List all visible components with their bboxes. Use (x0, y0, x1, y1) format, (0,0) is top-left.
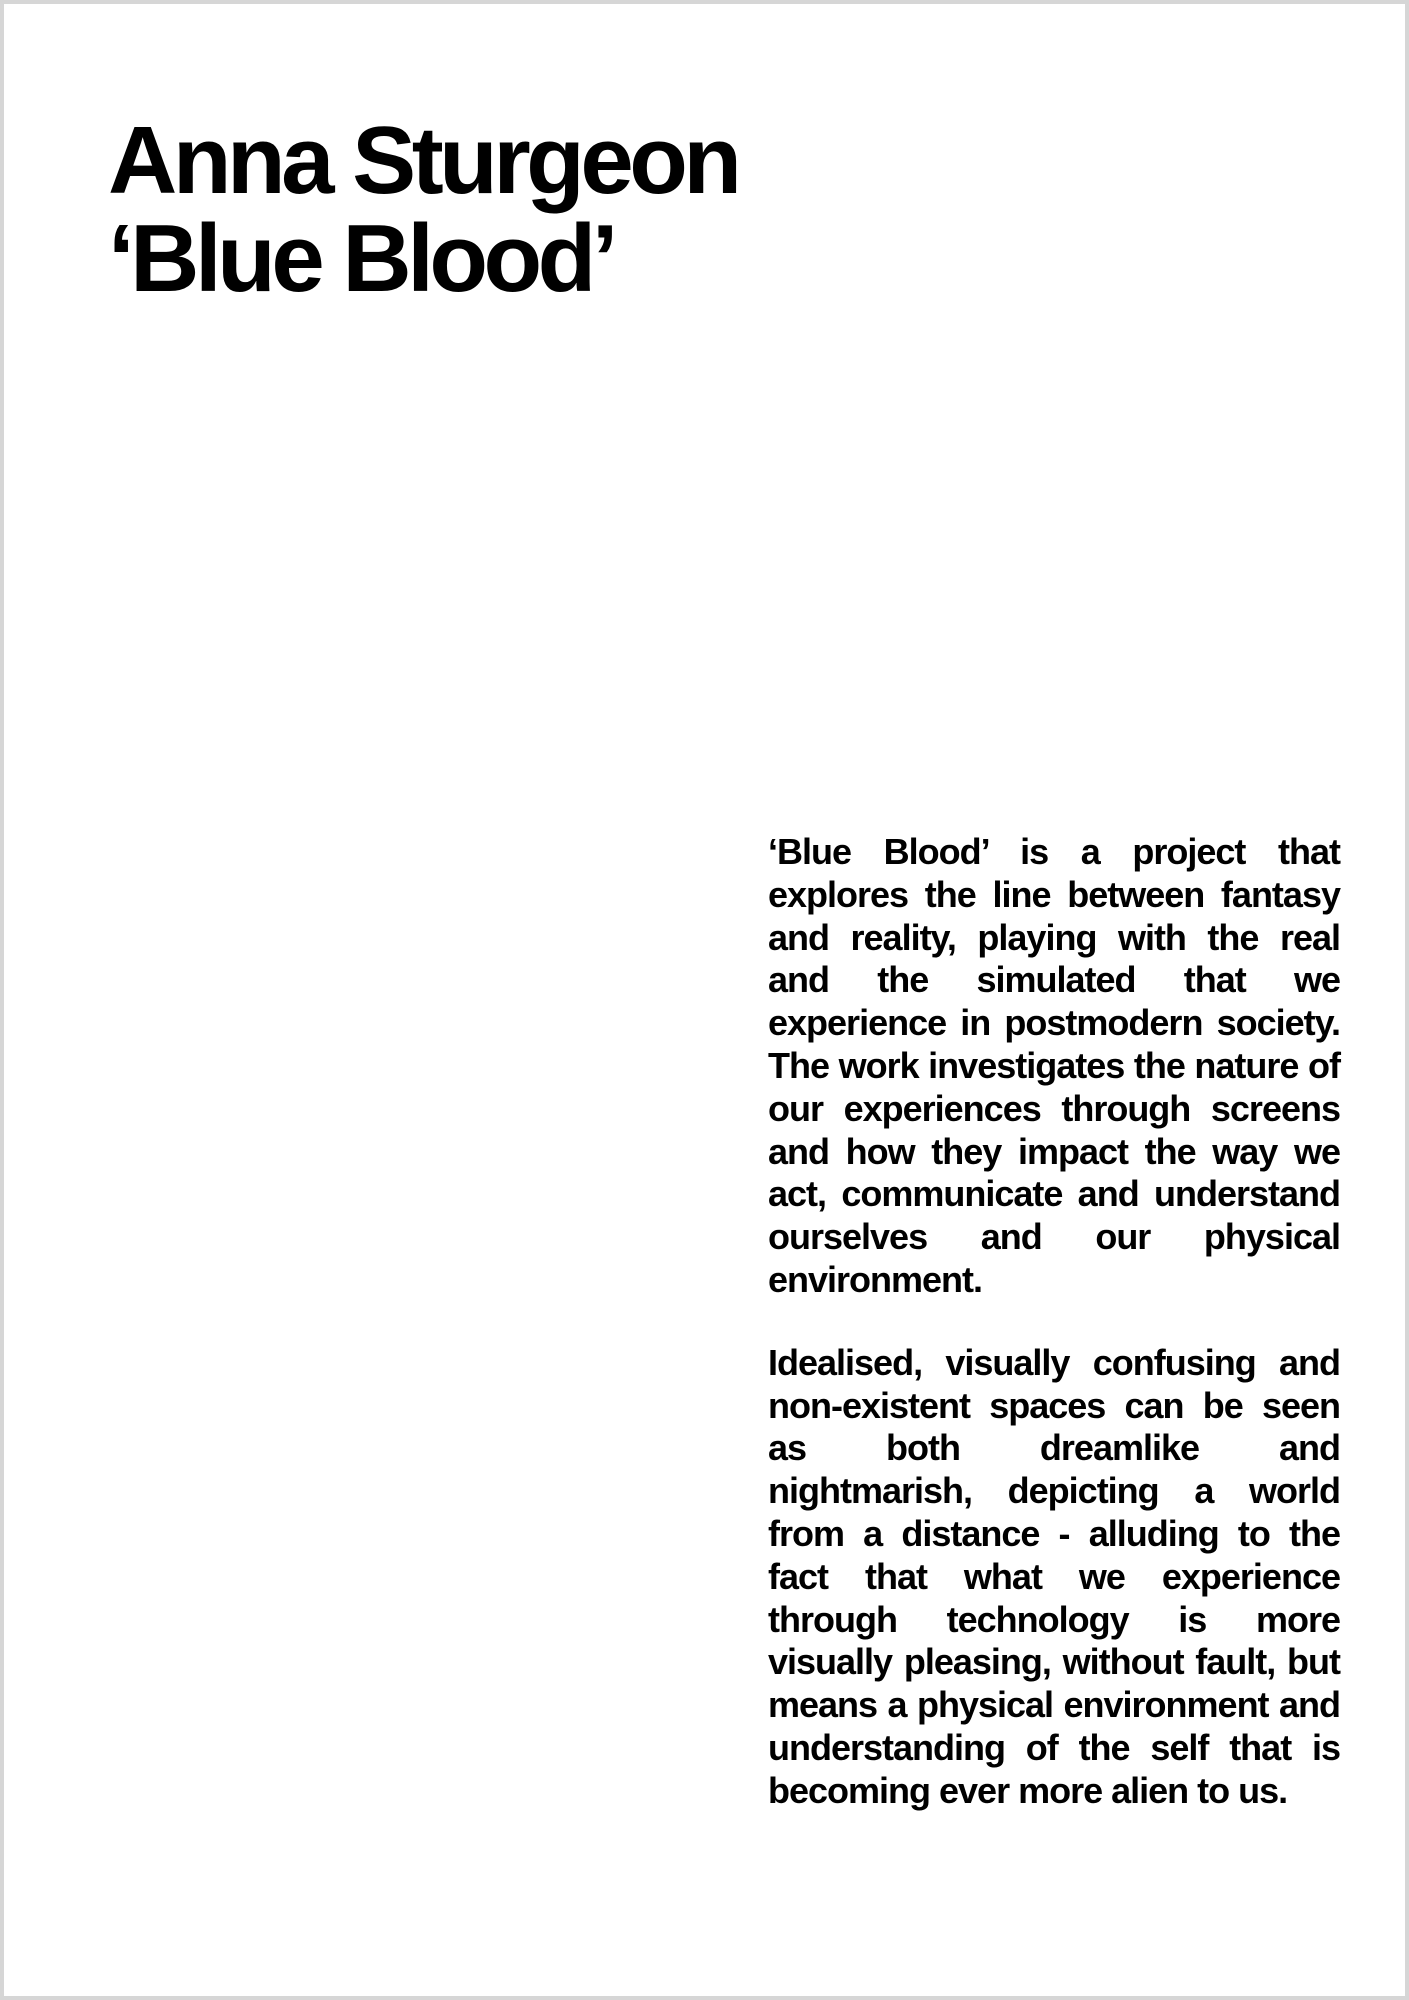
work-title: ‘Blue Blood’ (108, 205, 614, 312)
page-title (108, 107, 738, 312)
artist-statement (768, 831, 1340, 1813)
statement-paragraph-1: ‘Blue Blood’ is a project that explores the line between fantasy and reality, playing with the real and the simulated that we experience in postmodern society. The work investigates the nature of our experiences through screens and how they impact the way we act, communicate and understand ourselves and our physical environment. (768, 831, 1340, 1300)
statement-paragraph-2: Idealised, visually confusing and non-existent spaces can be seen as both dreamlike and nightmarish, depicting a world from a distance - alluding to the fact that what we experience through technology is more visually pleasing, without fault, but means a physical environment and understanding of the self that is becoming ever more alien to us. (768, 1341, 1340, 1811)
artist-name: Anna Sturgeon (108, 107, 738, 214)
